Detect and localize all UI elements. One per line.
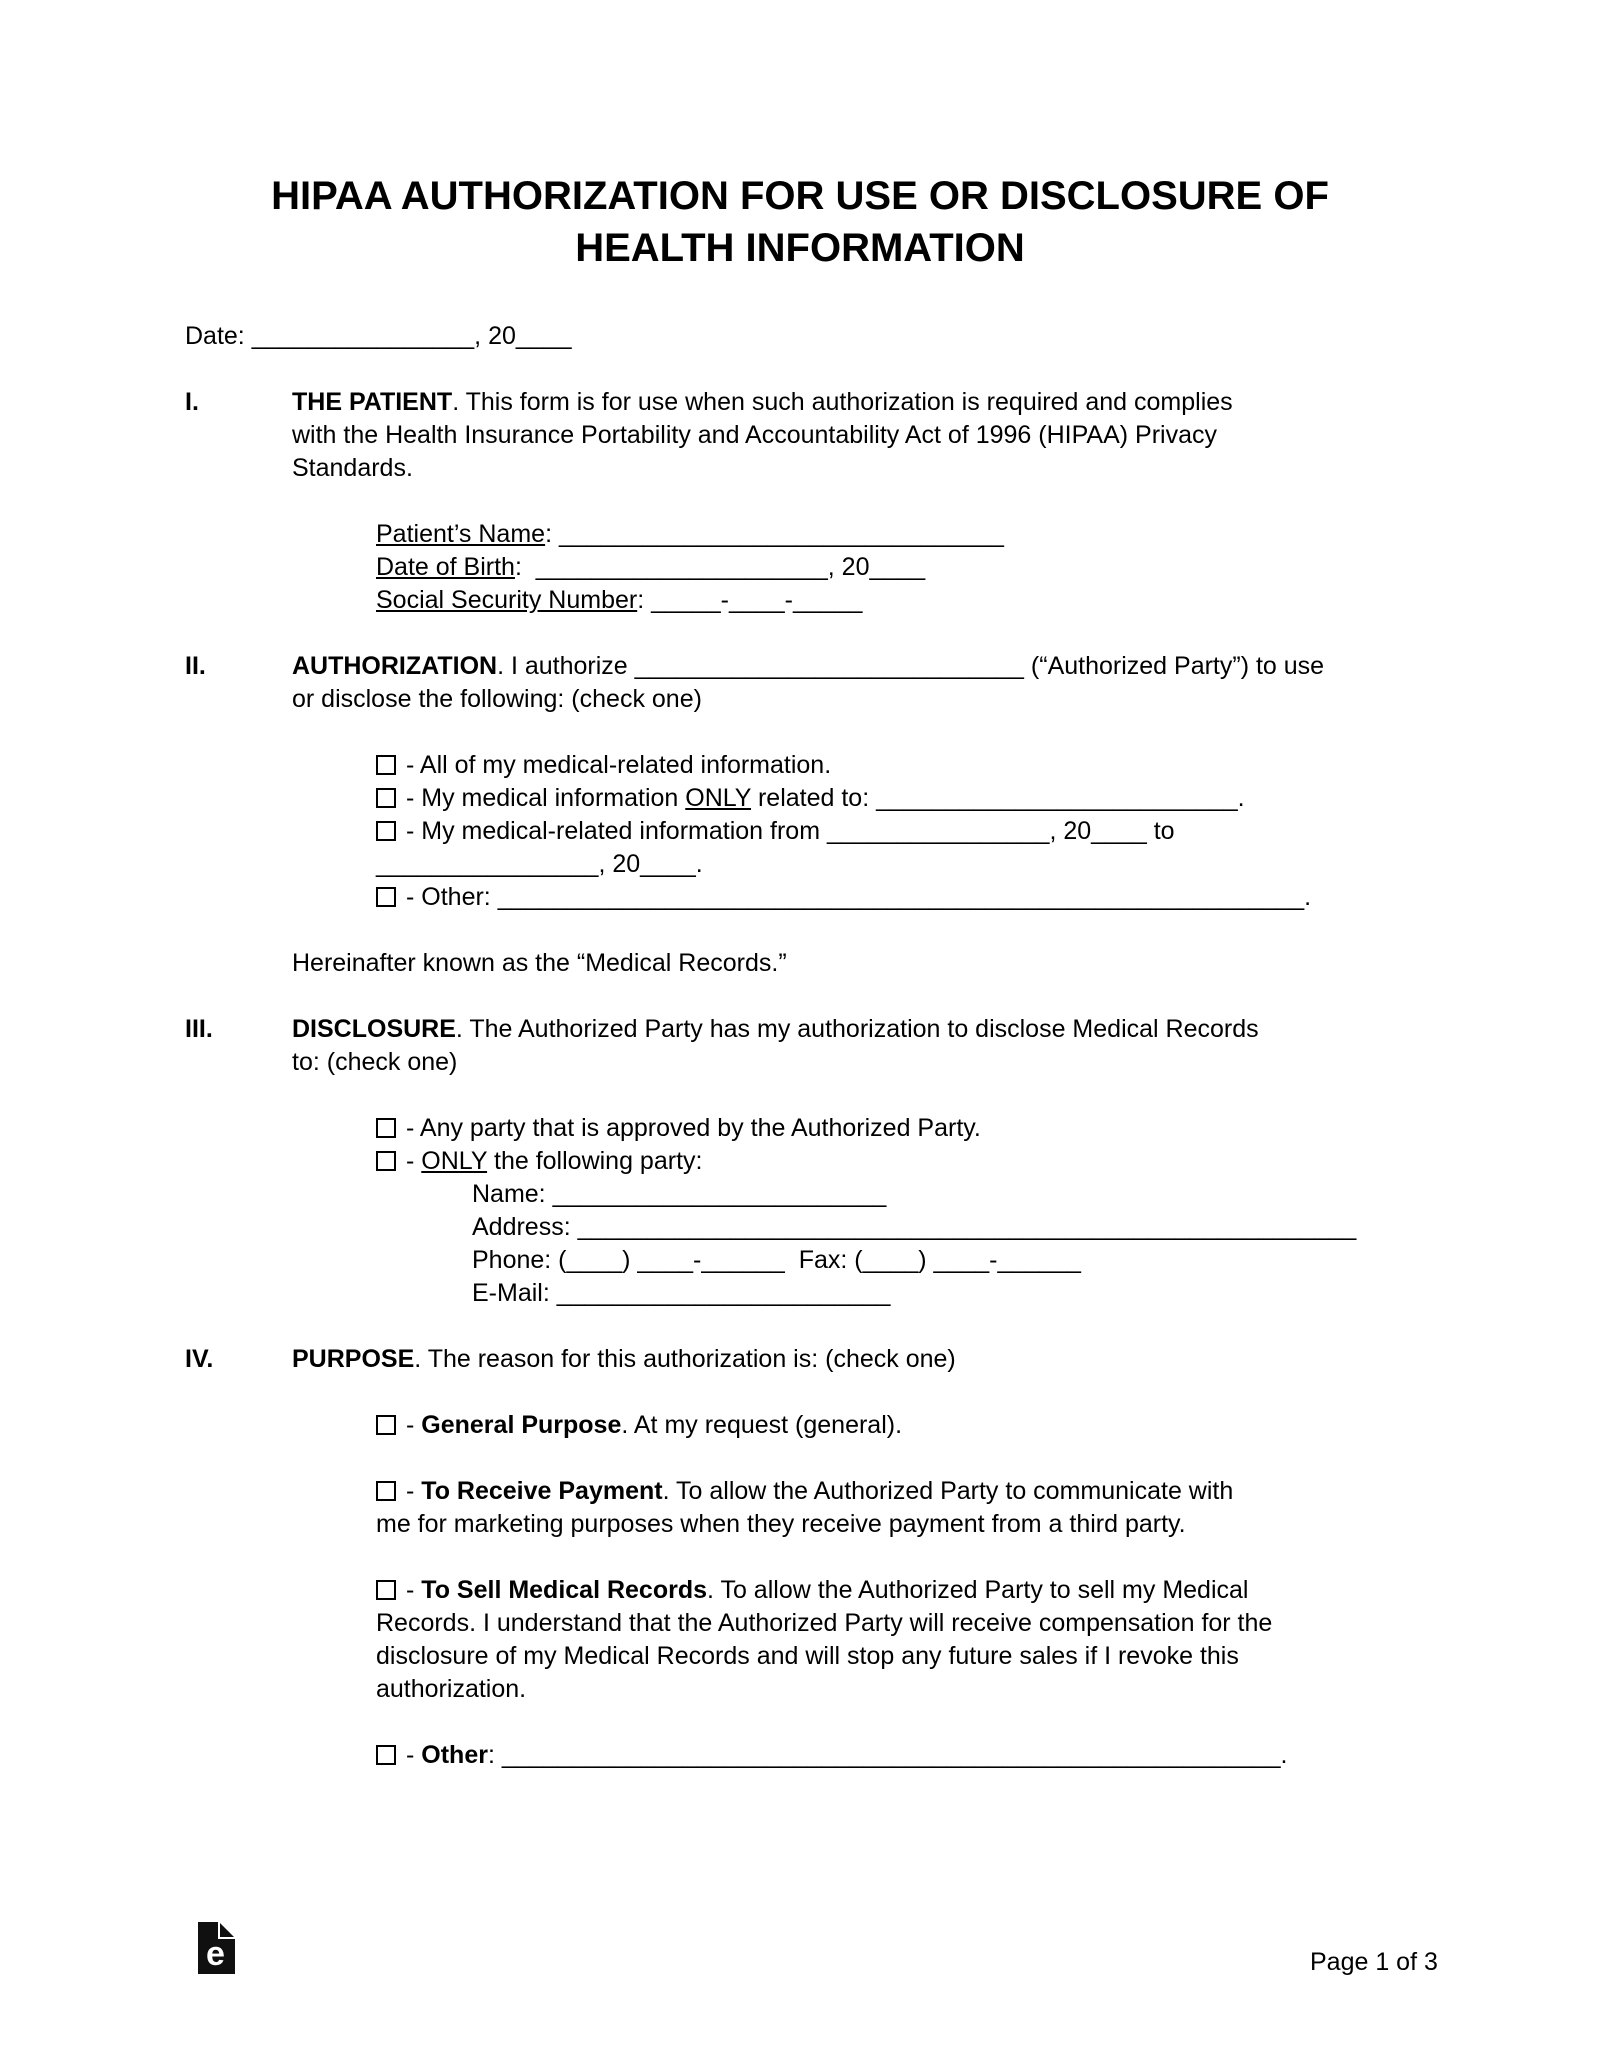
text-segment: :	[487, 1741, 502, 1769]
text-segment: Fax: (	[784, 1246, 863, 1274]
text-line	[376, 1607, 1432, 1640]
text-segment: E-Mail:	[472, 1279, 557, 1307]
text-segment: Patient’s Name	[376, 520, 546, 548]
text-segment: .	[695, 850, 703, 878]
paragraph	[292, 650, 1432, 716]
paragraph	[292, 1013, 1432, 1079]
text-line	[376, 1574, 1432, 1607]
text-segment: To Sell Medical Records	[421, 1576, 708, 1604]
text-segment: - Other:	[406, 883, 498, 911]
text-line	[292, 419, 1432, 452]
text-line	[376, 1112, 1432, 1145]
text-segment: to	[1146, 817, 1175, 845]
text-segment: me for marketing purposes when they receive payment from a third party.	[376, 1510, 1186, 1538]
section-numeral: II.	[185, 652, 206, 680]
text-segment: -	[406, 1147, 422, 1175]
text-line	[292, 650, 1432, 683]
text-segment: to: (check one)	[292, 1048, 458, 1076]
text-segment: :	[514, 553, 536, 581]
paragraph	[292, 947, 1432, 980]
blank-field: _____	[792, 586, 863, 614]
text-segment: General Purpose	[421, 1411, 622, 1439]
text-segment: , 20	[474, 322, 516, 350]
text-segment: -	[406, 1477, 422, 1505]
text-segment: . At my request (general).	[621, 1411, 903, 1439]
blank-field: ____	[515, 322, 572, 350]
section-ii	[185, 650, 1600, 980]
text-segment: or disclose the following: (check one)	[292, 685, 702, 713]
text-line	[376, 518, 1432, 551]
date-line	[185, 320, 1600, 353]
text-segment: Phone: (	[472, 1246, 567, 1274]
text-line	[376, 1739, 1432, 1772]
text-segment: . To allow the Authorized Party to sell my Medical	[707, 1576, 1249, 1604]
blank-field: ____________________________	[634, 652, 1024, 680]
text-segment: Date:	[185, 322, 252, 350]
text-segment: -	[784, 586, 793, 614]
text-segment: )	[622, 1246, 638, 1274]
blank-field: ________________________________________________________	[577, 1213, 1357, 1241]
text-segment: - All of my medical-related information.	[406, 751, 832, 779]
field-lines	[472, 1178, 1432, 1310]
checkbox-icon[interactable]	[376, 1415, 396, 1435]
paragraph	[292, 1343, 1432, 1376]
text-line	[376, 881, 1432, 914]
text-segment: -	[720, 586, 729, 614]
text-segment: )	[918, 1246, 934, 1274]
text-segment: - My medical-related information from	[406, 817, 827, 845]
text-segment: . The reason for this authorization is: (check one)	[414, 1345, 956, 1373]
text-line	[472, 1178, 1432, 1211]
text-segment: Social Security Number	[376, 586, 638, 614]
text-segment: related to:	[751, 784, 877, 812]
text-segment: .	[1237, 784, 1245, 812]
text-segment: , 20	[1049, 817, 1092, 845]
blank-field: ________________________	[556, 1279, 891, 1307]
text-segment: with the Health Insurance Portability and Accountability Act of 1996 (HIPAA) Privacy	[292, 421, 1217, 449]
blank-field: __________________________	[876, 784, 1238, 812]
checkbox-icon[interactable]	[376, 1151, 396, 1171]
blank-field: ________________	[251, 322, 475, 350]
blank-field: ____	[637, 1246, 694, 1274]
blank-field: ________________	[376, 850, 599, 878]
text-line	[472, 1244, 1432, 1277]
text-line	[185, 320, 1600, 353]
text-segment: Hereinafter known as the “Medical Records.”	[292, 949, 787, 977]
checkbox-icon[interactable]	[376, 755, 396, 775]
blank-field: ______	[701, 1246, 785, 1274]
checkbox-icon[interactable]	[376, 1118, 396, 1138]
paragraph	[292, 386, 1432, 485]
section-numeral: IV.	[185, 1345, 214, 1373]
text-line	[292, 947, 1432, 980]
text-line	[472, 1211, 1432, 1244]
section-content	[292, 1013, 1432, 1310]
checkbox-icon[interactable]	[376, 788, 396, 808]
text-segment: -	[406, 1411, 422, 1439]
checkbox-item	[376, 749, 1432, 782]
checkbox-item	[376, 881, 1432, 914]
text-segment: :	[637, 586, 652, 614]
text-segment: . This form is for use when such authorization is required and complies	[452, 388, 1233, 416]
checkbox-item	[376, 1574, 1432, 1706]
text-segment: (“Authorized Party”) to use	[1023, 652, 1325, 680]
blank-field: ____	[566, 1246, 623, 1274]
text-segment: Address:	[472, 1213, 578, 1241]
checkbox-item	[376, 1112, 1432, 1145]
text-segment: PURPOSE	[292, 1345, 415, 1373]
blank-field: ________________________________________________________	[501, 1741, 1281, 1769]
text-segment: .	[1304, 883, 1312, 911]
text-line	[292, 452, 1432, 485]
text-line	[292, 1046, 1432, 1079]
checkbox-item	[376, 1145, 1432, 1178]
blank-field: __________________________________________________________	[497, 883, 1305, 911]
eforms-logo	[198, 1922, 235, 1974]
text-line	[292, 386, 1432, 419]
text-segment: .	[1280, 1741, 1288, 1769]
checkbox-item	[376, 1739, 1432, 1772]
text-segment: authorization.	[376, 1675, 527, 1703]
text-segment: :	[545, 520, 559, 548]
text-line	[292, 1013, 1432, 1046]
text-line	[376, 749, 1432, 782]
blank-field: ______	[997, 1246, 1081, 1274]
blank-field: ____	[869, 553, 926, 581]
checkbox-item	[376, 1409, 1432, 1442]
text-segment: Records. I understand that the Authorized Party will receive compensation for the	[376, 1609, 1273, 1637]
blank-field: _____________________	[535, 553, 828, 581]
checkbox-item	[376, 815, 1432, 881]
text-line	[376, 1409, 1432, 1442]
blank-field: ________________	[826, 817, 1050, 845]
text-line	[376, 782, 1432, 815]
text-segment: Date of Birth	[376, 553, 515, 581]
text-line	[376, 1508, 1432, 1541]
text-line	[376, 1673, 1432, 1706]
text-segment: -	[406, 1741, 422, 1769]
blank-field: _____	[651, 586, 721, 614]
text-segment: the following party:	[487, 1147, 703, 1175]
field-lines	[376, 518, 1432, 617]
text-segment: To Receive Payment	[421, 1477, 663, 1505]
text-line	[292, 1343, 1432, 1376]
text-line	[376, 1475, 1432, 1508]
section-iv	[185, 1343, 1600, 1772]
section-numeral: III.	[185, 1015, 213, 1043]
checkbox-item	[376, 1475, 1432, 1541]
text-segment: Name:	[472, 1180, 553, 1208]
text-line	[376, 1145, 1432, 1178]
checkbox-icon[interactable]	[376, 1481, 396, 1501]
blank-field: ____	[1091, 817, 1147, 845]
blank-field: ____	[862, 1246, 919, 1274]
text-line	[472, 1277, 1432, 1310]
text-segment: Other	[421, 1741, 488, 1769]
blank-field: ____	[933, 1246, 990, 1274]
text-segment: . The Authorized Party has my authorization to disclose Medical Records	[455, 1015, 1259, 1043]
text-segment: . To allow the Authorized Party to communicate with	[662, 1477, 1234, 1505]
text-segment: -	[693, 1246, 702, 1274]
checkbox-icon[interactable]	[376, 821, 396, 841]
text-segment: -	[989, 1246, 998, 1274]
text-segment: -	[406, 1576, 422, 1604]
text-segment: , 20	[827, 553, 870, 581]
text-line	[376, 551, 1432, 584]
blank-field: ____	[728, 586, 785, 614]
text-segment: DISCLOSURE	[292, 1015, 456, 1043]
checkbox-icon[interactable]	[376, 1745, 396, 1765]
eforms-logo-letter: e	[206, 1935, 225, 1973]
document-icon	[198, 1922, 235, 1974]
form-title	[0, 0, 1600, 274]
form-body	[0, 386, 1600, 1772]
section-content	[292, 650, 1432, 980]
form-title-line-2: HEALTH INFORMATION	[575, 226, 1025, 270]
checkbox-icon[interactable]	[376, 1580, 396, 1600]
section-numeral: I.	[185, 388, 199, 416]
text-segment: THE PATIENT	[292, 388, 453, 416]
text-segment: ONLY	[421, 1147, 488, 1175]
text-line	[376, 584, 1432, 617]
blank-field: ________________________________	[558, 520, 1004, 548]
text-line	[376, 815, 1432, 848]
text-segment: . I authorize	[497, 652, 635, 680]
section-content	[292, 386, 1432, 617]
text-segment: - Any party that is approved by the Authorized Party.	[406, 1114, 981, 1142]
checkbox-icon[interactable]	[376, 887, 396, 907]
page-number: Page 1 of 3	[1310, 1948, 1438, 1976]
blank-field: ____	[640, 850, 696, 878]
text-line	[376, 848, 1432, 881]
text-segment: ONLY	[685, 784, 752, 812]
text-segment: - My medical information	[406, 784, 686, 812]
form-title-line-1: HIPAA AUTHORIZATION FOR USE OR DISCLOSURE OF	[271, 174, 1329, 218]
section-content	[292, 1343, 1432, 1772]
text-segment: disclosure of my Medical Records and will stop any future sales if I revoke this	[376, 1642, 1239, 1670]
text-line	[376, 1640, 1432, 1673]
blank-field: ________________________	[552, 1180, 887, 1208]
text-line	[292, 683, 1432, 716]
checkbox-item	[376, 782, 1432, 815]
text-segment: Standards.	[292, 454, 413, 482]
section-iii	[185, 1013, 1600, 1310]
text-segment: AUTHORIZATION	[292, 652, 498, 680]
text-segment: , 20	[598, 850, 641, 878]
section-i	[185, 386, 1600, 617]
